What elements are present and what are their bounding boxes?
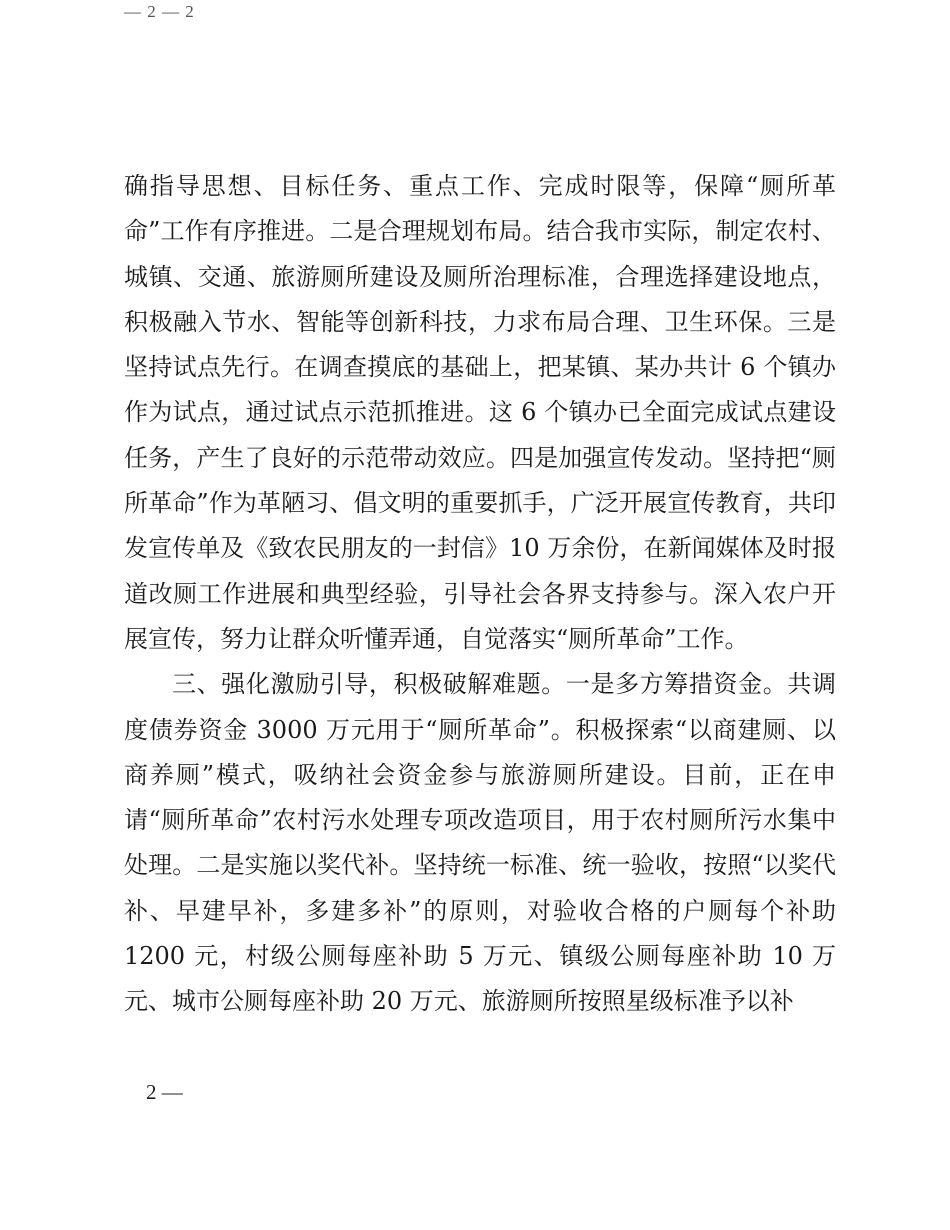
page-footer-number: 2 — [146,1080,183,1104]
document-body [124,164,836,1025]
paragraph-continued: 确指导思想、目标任务、重点工作、完成时限等，保障“厕所革命”工作有序推进。二是合理规划布局。结合我市实际，制定农村、城镇、交通、旅游厕所建设及厕所治理标准，合理选择建设地点，积极融入节水、智能等创新科技，力求布局合理、卫生环保。三是坚持试点先行。在调查摸底的基础上，把某镇、某办共计 6 个镇办作为试点，通过试点示范抓推进。这 6 个镇办已全面完成试点建设任务，产生了良好的示范带动效应。四是加强宣传发动。坚持把“厕所革命”作为革陋习、倡文明的重要抓手，广泛开展宣传教育，共印发宣传单及《致农民朋友的一封信》10 万余份，在新闻媒体及时报道改厕工作进展和典型经验，引导社会各界支持参与。深入农户开展宣传，努力让群众听懂弄通，自觉落实“厕所革命”工作。 [124,172,836,653]
page-header-marker: — 2 — 2 [124,2,195,21]
paragraph-section-three: 三、强化激励引导，积极破解难题。一是多方筹措资金。共调度债券资金 3000 万元用于“厕所革命”。积极探索“以商建厕、以商养厕”模式，吸纳社会资金参与旅游厕所建设。目前，正在申请“厕所革命”农村污水处理专项改造项目，用于农村厕所污水集中处理。二是实施以奖代补。坚持统一标准、统一验收，按照“以奖代补、早建早补，多建多补”的原则，对验收合格的户厕每个补助 1200 元，村级公厕每座补助 5 万元、镇级公厕每座补助 10 万元、城市公厕每座补助 20 万元、旅游厕所按照星级标准予以补 [124,670,836,1016]
